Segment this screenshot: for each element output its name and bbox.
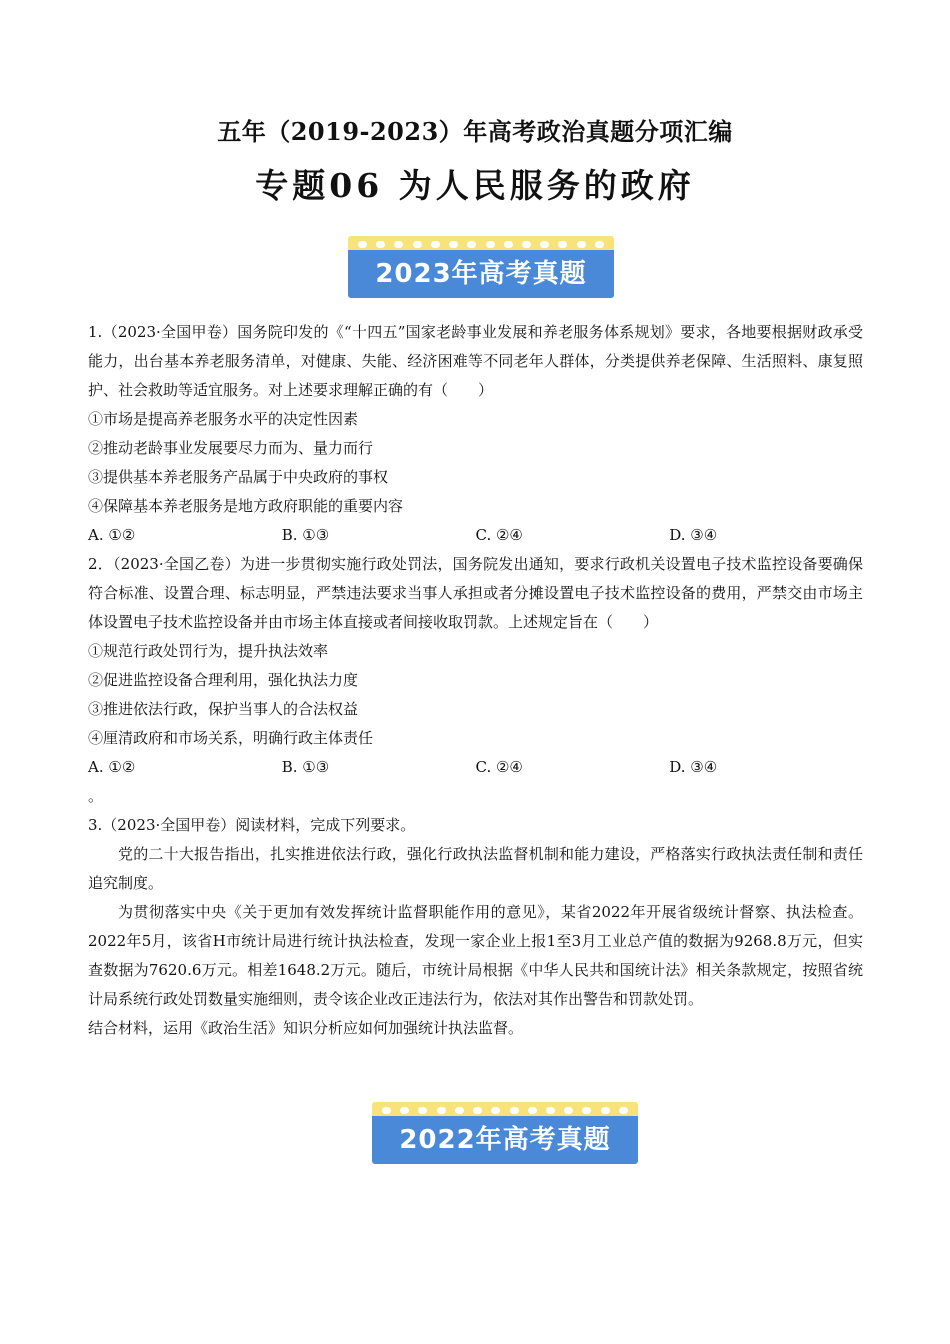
section-banner-label: 2022年高考真题 — [399, 1125, 611, 1155]
choice-b: B. ①③ — [281, 526, 330, 544]
choice-b: B. ①③ — [281, 758, 330, 776]
question-1-option: ③提供基本养老服务产品属于中央政府的事权 — [88, 468, 389, 486]
choice-a: A. ①② — [88, 526, 136, 544]
material-paragraph-1: 党的二十大报告指出，扎实推进依法行政，强化行政执法监督机制和能力建设，严格落实行政执法责任制和责任追究制度。 — [88, 845, 863, 892]
choice-d: D. ③④ — [669, 526, 718, 544]
choice-c: C. ②④ — [475, 526, 523, 544]
question-3-stem: 3.（2023·全国甲卷）阅读材料，完成下列要求。 — [88, 816, 416, 834]
trailing-mark: 。 — [88, 787, 104, 805]
question-1-option: ①市场是提高养老服务水平的决定性因素 — [88, 410, 359, 428]
question-1-stem: 1.（2023·全国甲卷）国务院印发的《“十四五”国家老龄事业发展和养老服务体系规划》要求，各地要根据财政承受能力，出台基本养老服务清单，对健康、失能、经济困难等不同老年人群体，分类提供养老保障、生活照料、康复照护、社会救助等适宜服务。对上述要求理解正确的有（ ） — [88, 323, 863, 399]
document-title: 五年（2019-2023）年高考政治真题分项汇编 — [217, 117, 733, 146]
question-2-stem: 2．（2023·全国乙卷）为进一步贯彻实施行政处罚法，国务院发出通知，要求行政机关设置电子技术监控设备要确保符合标准、设置合理、标志明显，严禁违法要求当事人承担或者分摊设置电子技术监控设备的费用，严禁交由市场主体设置电子技术监控设备并由市场主体直接或者间接收取罚款。上述规定旨在（ ） — [88, 555, 863, 631]
section-banner-2023 — [348, 236, 614, 298]
topic-subtitle: 专题06 为人民服务的政府 — [255, 166, 695, 205]
question-2-option: ②促进监控设备合理利用，强化执法力度 — [88, 671, 359, 689]
question-1-option: ④保障基本养老服务是地方政府职能的重要内容 — [88, 497, 404, 515]
questions-content — [88, 318, 863, 1043]
material-paragraph-2: 为贯彻落实中央《关于更加有效发挥统计监督职能作用的意见》，某省2022年开展省级统计督察、执法检查。2022年5月，该省H市统计局进行统计执法检查，发现一家企业上报1至3月工业总产值的数据为9268.8万元，但实查数据为7620.6万元。相差1648.2万元。随后，市统计局根据《中华人民共和国统计法》相关条款规定，按照省统计局系统行政处罚数量实施细则，责令该企业改正违法行为，依法对其作出警告和罚款处罚。 — [88, 903, 863, 1008]
question-3-task: 结合材料，运用《政治生活》知识分析应如何加强统计执法监督。 — [88, 1019, 524, 1037]
choice-a: A. ①② — [88, 758, 136, 776]
question-2-option: ①规范行政处罚行为，提升执法效率 — [88, 642, 329, 660]
question-1-choices — [88, 521, 863, 550]
question-2-choices — [88, 753, 863, 782]
question-2-option: ④厘清政府和市场关系，明确行政主体责任 — [88, 729, 374, 747]
question-1-option: ②推动老龄事业发展要尽力而为、量力而行 — [88, 439, 374, 457]
question-2-option: ③推进依法行政，保护当事人的合法权益 — [88, 700, 359, 718]
choice-d: D. ③④ — [669, 758, 718, 776]
choice-c: C. ②④ — [475, 758, 523, 776]
section-banner-2022 — [372, 1102, 638, 1164]
section-banner-label: 2023年高考真题 — [375, 259, 587, 289]
